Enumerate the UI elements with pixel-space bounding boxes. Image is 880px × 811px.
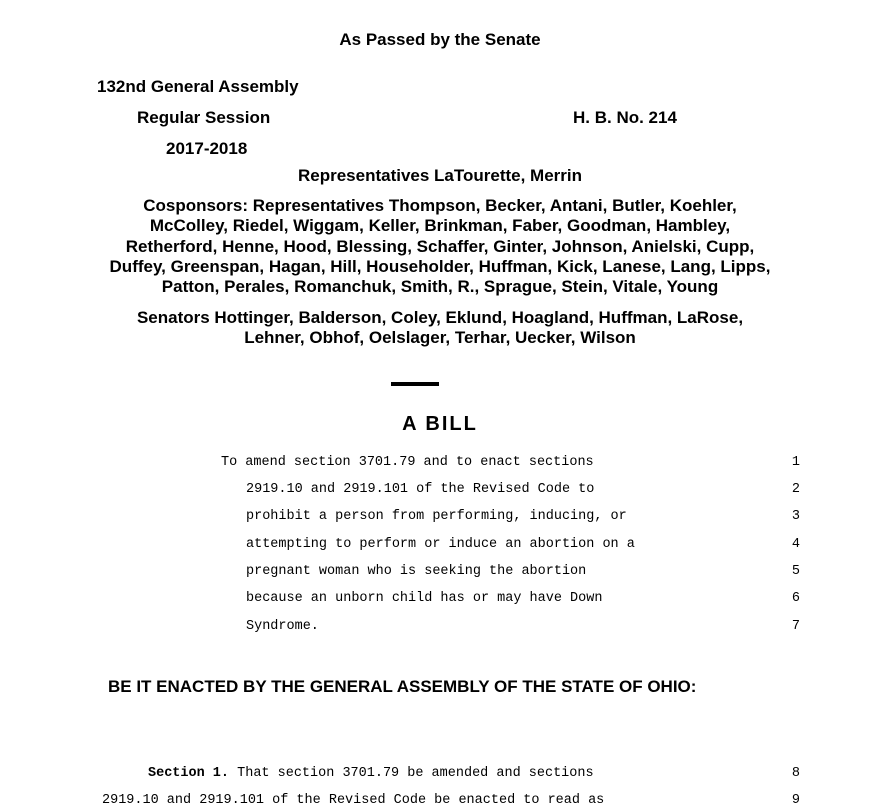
title-line: To amend section 3701.79 and to enact sections bbox=[221, 455, 594, 470]
line-number: 4 bbox=[791, 537, 800, 552]
senators-line: Lehner, Obhof, Oelslager, Terhar, Uecker, Wilson bbox=[244, 328, 636, 348]
bill-heading: A BILL bbox=[402, 413, 478, 435]
cosponsors-line: Retherford, Henne, Hood, Blessing, Schaffer, Ginter, Johnson, Anielski, Cupp, bbox=[125, 236, 755, 256]
title-line: attempting to perform or induce an abortion on a bbox=[246, 537, 635, 552]
enacting-clause: BE IT ENACTED BY THE GENERAL ASSEMBLY OF THE STATE OF OHIO: bbox=[108, 677, 697, 696]
line-number: 5 bbox=[791, 564, 800, 579]
cosponsors-line: Patton, Perales, Romanchuk, Smith, R., Sprague, Stein, Vitale, Young bbox=[161, 277, 719, 297]
title-line: Syndrome. bbox=[246, 619, 319, 634]
title-line: prohibit a person from performing, inducing, or bbox=[246, 509, 627, 524]
line-number: 7 bbox=[791, 619, 800, 634]
bill-status: As Passed by the Senate bbox=[339, 30, 541, 49]
sponsors: Representatives LaTourette, Merrin bbox=[297, 166, 583, 185]
senators-line: Senators Hottinger, Balderson, Coley, Eklund, Hoagland, Huffman, LaRose, bbox=[136, 308, 744, 327]
section-text: That section 3701.79 be amended and sections bbox=[237, 766, 594, 781]
session: Regular Session bbox=[137, 108, 271, 127]
line-number: 8 bbox=[791, 766, 800, 781]
senators bbox=[0, 308, 880, 349]
section-label: Section 1. bbox=[148, 766, 230, 781]
title-line: pregnant woman who is seeking the abortion bbox=[246, 564, 587, 579]
cosponsors-line: Duffey, Greenspan, Hagan, Hill, Householder, Huffman, Kick, Lanese, Lang, Lipps, bbox=[109, 256, 771, 276]
cosponsors bbox=[0, 196, 880, 297]
divider bbox=[391, 382, 439, 386]
cosponsors-line: Cosponsors: Representatives Thompson, Becker, Antani, Butler, Koehler, bbox=[143, 196, 737, 215]
line-number: 2 bbox=[791, 482, 800, 497]
line-number: 3 bbox=[791, 509, 800, 524]
title-line: 2919.10 and 2919.101 of the Revised Code to bbox=[246, 482, 595, 497]
line-number: 6 bbox=[791, 591, 800, 606]
bill-number: H. B. No. 214 bbox=[573, 108, 677, 127]
title-line: because an unborn child has or may have Down bbox=[246, 591, 603, 606]
section-1-line bbox=[148, 766, 594, 781]
line-number: 1 bbox=[791, 455, 800, 470]
section-1-line: 2919.10 and 2919.101 of the Revised Code be enacted to read as bbox=[102, 793, 605, 808]
session-years: 2017-2018 bbox=[166, 139, 248, 158]
general-assembly: 132nd General Assembly bbox=[97, 77, 299, 96]
line-number: 9 bbox=[791, 793, 800, 808]
cosponsors-line: McColley, Riedel, Wiggam, Keller, Brinkman, Faber, Goodman, Hambley, bbox=[149, 216, 731, 236]
